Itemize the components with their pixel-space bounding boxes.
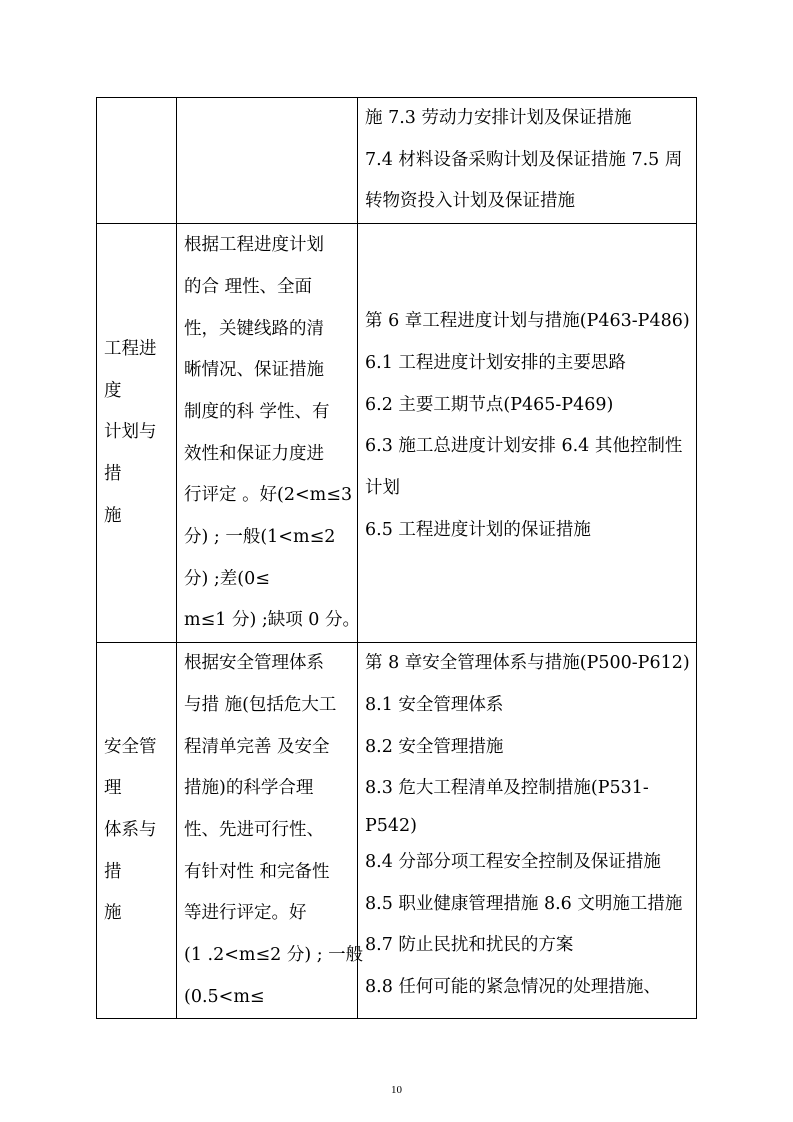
section-line: 第 8 章安全管理体系与措施(P500-P612)	[365, 653, 690, 674]
criteria-line: 措施)的科学合理	[184, 778, 314, 799]
section-line: 8.2 安全管理措施	[365, 736, 504, 757]
section-line: 6.3 施工总进度计划安排 6.4 其他控制性	[365, 436, 683, 457]
table-row	[97, 224, 697, 643]
section-cell	[358, 224, 697, 643]
section-line: 8.5 职业健康管理措施 8.6 文明施工措施	[365, 893, 683, 914]
section-line: 8.3 危大工程清单及控制措施(P531-	[365, 778, 649, 799]
criteria-line: 等进行评定。好	[184, 903, 307, 924]
section-line: P542)	[365, 815, 418, 836]
category-line: 措	[104, 861, 122, 882]
category-line: 体系与	[104, 819, 157, 840]
criteria-line: 根据安全管理体系	[184, 653, 324, 674]
criteria-line: 的合 理性、全面	[184, 276, 313, 297]
page-number: 10	[391, 1084, 402, 1096]
section-line: 6.5 工程进度计划的保证措施	[365, 519, 591, 540]
section-line: 8.4 分部分项工程安全控制及保证措施	[365, 851, 661, 872]
category-line: 安全管	[104, 736, 157, 757]
section-line: 8.7 防止民扰和扰民的方案	[365, 935, 574, 956]
criteria-line: 行评定 。好(2<m≤3	[184, 485, 353, 506]
criteria-line: 晰情况、保证措施	[184, 360, 324, 381]
category-line: 度	[104, 380, 122, 401]
section-line: 8.1 安全管理体系	[365, 694, 504, 715]
category-line: 理	[104, 778, 122, 799]
category-line: 措	[104, 463, 122, 484]
criteria-line: 性、先进可行性、	[184, 819, 324, 840]
category-cell	[97, 98, 177, 224]
category-line: 施	[104, 903, 122, 924]
criteria-line: 制度的科 学性、有	[184, 401, 330, 422]
category-cell	[97, 643, 177, 1019]
category-line: 施	[104, 505, 122, 526]
criteria-cell	[177, 643, 364, 1019]
criteria-line: (1 .2<m≤2 分) ; 一般	[184, 945, 364, 966]
category-line: 计划与	[104, 422, 157, 443]
category-cell	[97, 224, 177, 643]
section-line: 计划	[365, 477, 400, 498]
criteria-line: 分) ; 一般(1<m≤2	[184, 527, 336, 548]
criteria-line: 性，关键线路的清	[184, 318, 324, 339]
criteria-line: m≤1 分) ;缺项 0 分。	[184, 610, 360, 631]
table-row	[97, 643, 697, 1019]
table-row	[97, 98, 697, 224]
section-line: 7.4 材料设备采购计划及保证措施 7.5 周	[365, 149, 683, 170]
criteria-line: 分) ;差(0≤	[184, 568, 270, 589]
criteria-line: 根据工程进度计划	[184, 235, 324, 256]
section-cell	[358, 98, 697, 224]
criteria-cell	[177, 224, 358, 643]
section-line: 6.1 工程进度计划安排的主要思路	[365, 352, 626, 373]
section-line: 第 6 章工程进度计划与措施(P463-P486)	[365, 311, 690, 332]
criteria-line: (0.5<m≤	[184, 986, 265, 1007]
criteria-line: 有针对性 和完备性	[184, 861, 330, 882]
evaluation-table	[96, 97, 697, 1019]
category-line: 工程进	[104, 338, 157, 359]
criteria-line: 效性和保证力度进	[184, 443, 324, 464]
section-cell	[358, 643, 697, 1019]
section-line: 施 7.3 劳动力安排计划及保证措施	[365, 108, 632, 128]
criteria-line: 程清单完善 及安全	[184, 736, 330, 757]
section-line: 转物资投入计划及保证措施	[365, 191, 575, 212]
criteria-cell	[177, 98, 358, 224]
criteria-line: 与措 施(包括危大工	[184, 694, 337, 715]
section-line: 8.8 任何可能的紧急情况的处理措施、	[365, 977, 661, 998]
section-line: 6.2 主要工期节点(P465-P469)	[365, 394, 614, 415]
